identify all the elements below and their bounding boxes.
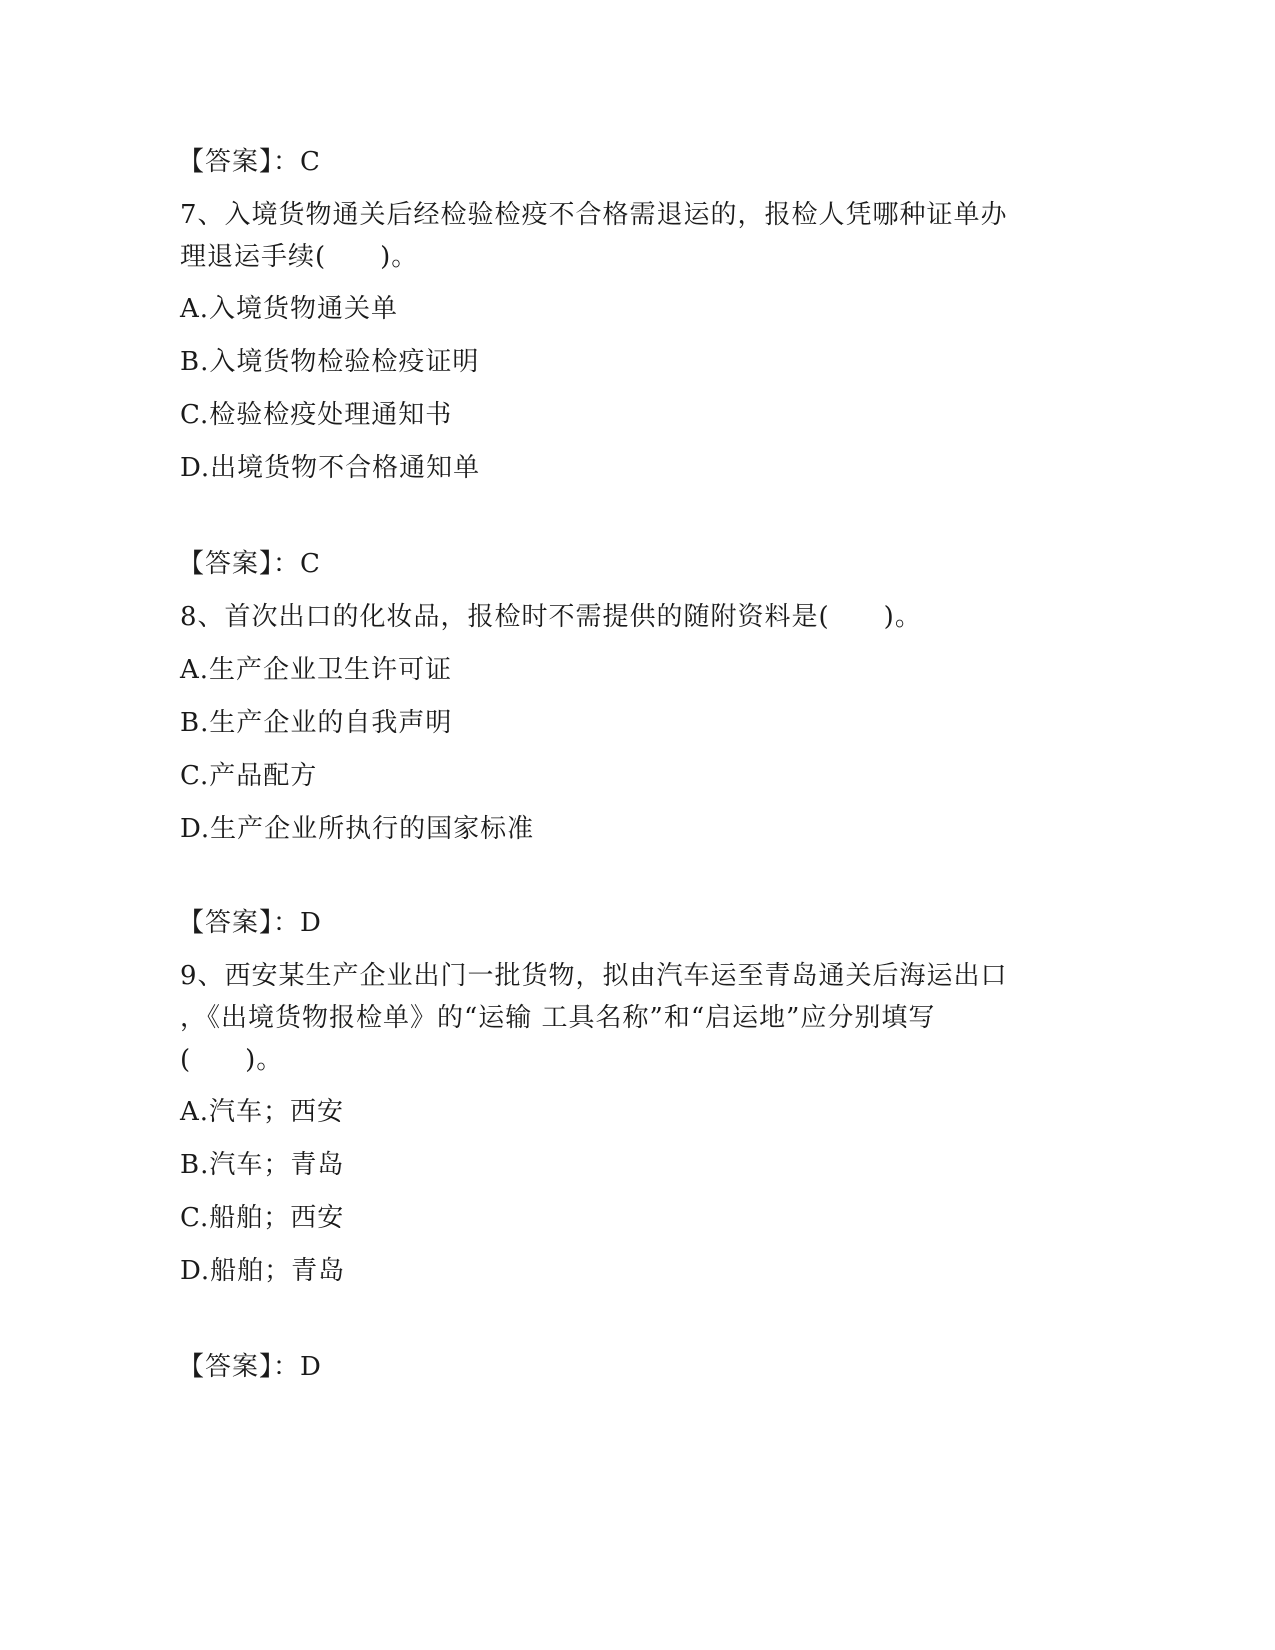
question-7-line-1: 7、入境货物通关后经检验检疫不合格需退运的，报检人凭哪种证单办 [180,200,1008,230]
question-9-line-3: ( )。 [180,1045,284,1075]
answer-line: 【答案】：C [178,549,321,579]
question-9-option-d: D.船舶；青岛 [180,1256,346,1286]
question-8-option-d: D.生产企业所执行的国家标准 [180,814,535,844]
question-7-option-d: D.出境货物不合格通知单 [180,453,481,483]
question-8-option-b: B.生产企业的自我声明 [180,708,453,738]
question-9-option-c: C.船舶；西安 [180,1203,345,1233]
question-9-option-b: B.汽车；青岛 [180,1150,345,1180]
question-7-line-2: 理退运手续( )。 [180,242,419,272]
question-8-option-a: A.生产企业卫生许可证 [180,655,453,685]
question-9-option-a: A.汽车；西安 [180,1097,345,1127]
question-9-line-2: ，《出境货物报检单》的“运输 工具名称”和“启运地”应分别填写 [180,1003,936,1033]
question-8-line-1: 8、首次出口的化妆品，报检时不需提供的随附资料是( )。 [180,602,922,632]
question-7-option-a: A.入境货物通关单 [180,294,399,324]
answer-line: 【答案】：D [178,1352,322,1382]
answer-line: 【答案】：D [178,908,322,938]
answer-line: 【答案】：C [178,147,321,177]
question-7-option-c: C.检验检疫处理通知书 [180,400,453,430]
question-8-option-c: C.产品配方 [180,761,318,791]
question-7-option-b: B.入境货物检验检疫证明 [180,347,480,377]
question-9-line-1: 9、西安某生产企业出门一批货物，拟由汽车运至青岛通关后海运出口 [180,961,1008,991]
